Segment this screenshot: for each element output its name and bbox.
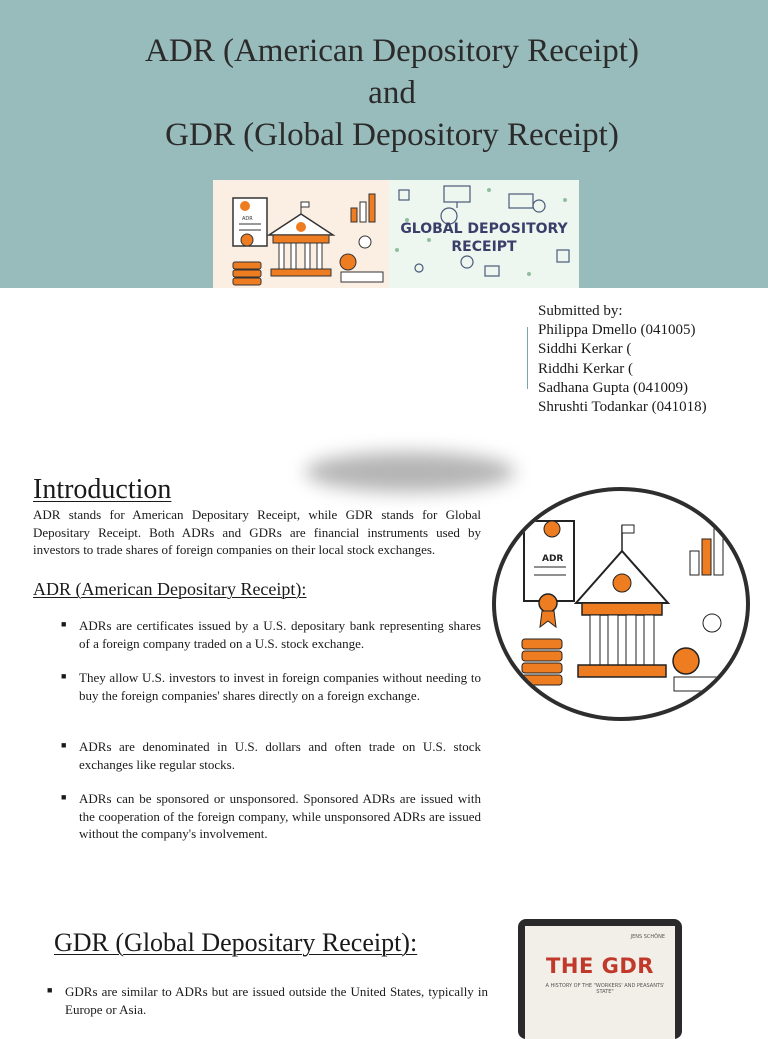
book-cover bbox=[525, 926, 675, 1039]
book-author: JENS SCHÖNE bbox=[630, 934, 665, 940]
member-name: Sadhana Gupta (041009) bbox=[538, 379, 688, 396]
adr-circle-illustration bbox=[492, 487, 750, 721]
list-item-text: They allow U.S. investors to invest in foreign companies without needing to buy the foreign companies' shares directly on a foreign exchange. bbox=[79, 670, 481, 703]
bullet-icon: ■ bbox=[61, 619, 67, 629]
member-name: Riddhi Kerkar ( bbox=[538, 360, 633, 377]
bar-chart-icon bbox=[690, 529, 723, 575]
bank-building-icon bbox=[576, 525, 668, 677]
blurred-shadow bbox=[305, 452, 515, 492]
title-line-1: ADR (American Depository Receipt) bbox=[145, 33, 639, 69]
gdr-hero-label bbox=[389, 220, 579, 256]
list-item-text: ADRs are certificates issued by a U.S. depositary bank representing shares of a foreign company traded on a U.S. stock exchange. bbox=[79, 618, 481, 651]
bullet-icon: ■ bbox=[61, 792, 67, 802]
bar-chart-icon bbox=[351, 194, 375, 222]
list-item-text: GDRs are similar to ADRs but are issued outside the United States, typically in Europe or Asia. bbox=[65, 984, 488, 1017]
certificate-icon bbox=[524, 521, 574, 627]
intro-heading: Introduction bbox=[33, 474, 172, 505]
card-icon bbox=[509, 194, 533, 208]
book-subtitle: A HISTORY OF THE "WORKERS' AND PEASANTS' STATE" bbox=[545, 983, 665, 995]
bullet-icon: ■ bbox=[61, 740, 67, 750]
intro-paragraph: ADR stands for American Depositary Receipt, while GDR stands for Global Depositary Receipt. Both ADRs and GDRs are financial instruments used by investors to trade shares of foreign companies on their local stock exchanges. bbox=[33, 507, 481, 557]
monitor-icon bbox=[444, 186, 470, 202]
gdr-book-image bbox=[518, 919, 682, 1039]
adr-illustration bbox=[213, 180, 389, 288]
circle-adr-label: ADR bbox=[542, 554, 564, 564]
certificate-icon bbox=[233, 198, 267, 246]
adr-bank-illustration bbox=[213, 180, 389, 288]
bullet-icon: ■ bbox=[47, 985, 53, 995]
adr-circle-bank-illustration bbox=[496, 491, 746, 717]
title-line-2: and bbox=[368, 75, 416, 111]
title-line-3: GDR (Global Depository Receipt) bbox=[165, 117, 619, 153]
basket-icon bbox=[485, 266, 499, 276]
member-name: Philippa Dmello (041005) bbox=[538, 322, 696, 339]
book-title: THE GDR bbox=[546, 954, 654, 978]
submitted-heading: Submitted by: bbox=[538, 303, 623, 319]
hero-image bbox=[213, 180, 579, 288]
member-name: Shrushti Todankar (041018) bbox=[538, 399, 707, 416]
coin-stack-icon bbox=[522, 639, 562, 685]
submitted-divider bbox=[527, 327, 528, 389]
submitted-by-block bbox=[538, 302, 707, 417]
page-title bbox=[0, 30, 768, 156]
gdr-illustration bbox=[389, 180, 579, 288]
member-name: Siddhi Kerkar ( bbox=[538, 341, 632, 358]
adr-heading: ADR (American Depositary Receipt): bbox=[33, 579, 307, 599]
coin-stack-icon bbox=[233, 262, 261, 285]
dollar-coin-icon bbox=[673, 614, 722, 691]
gdr-heading: GDR (Global Depositary Receipt): bbox=[54, 928, 418, 957]
gdr-hero-label-line2: RECEIPT bbox=[451, 239, 517, 255]
hero-adr-label: ADR bbox=[242, 216, 253, 222]
gdr-hero-label-line1: GLOBAL DEPOSITORY bbox=[400, 221, 568, 237]
list-item-text: ADRs can be sponsored or unsponsored. Sponsored ADRs are issued with the cooperation of the foreign company, while unsponsored ADRs are issued without the company's involvement. bbox=[79, 791, 481, 841]
dollar-coin-icon bbox=[340, 236, 383, 282]
list-item-text: ADRs are denominated in U.S. dollars and often trade on U.S. stock exchanges like regular stocks. bbox=[79, 739, 481, 772]
lightbulb-icon bbox=[461, 256, 473, 268]
bank-building-icon bbox=[269, 202, 333, 276]
bullet-icon: ■ bbox=[61, 671, 67, 681]
